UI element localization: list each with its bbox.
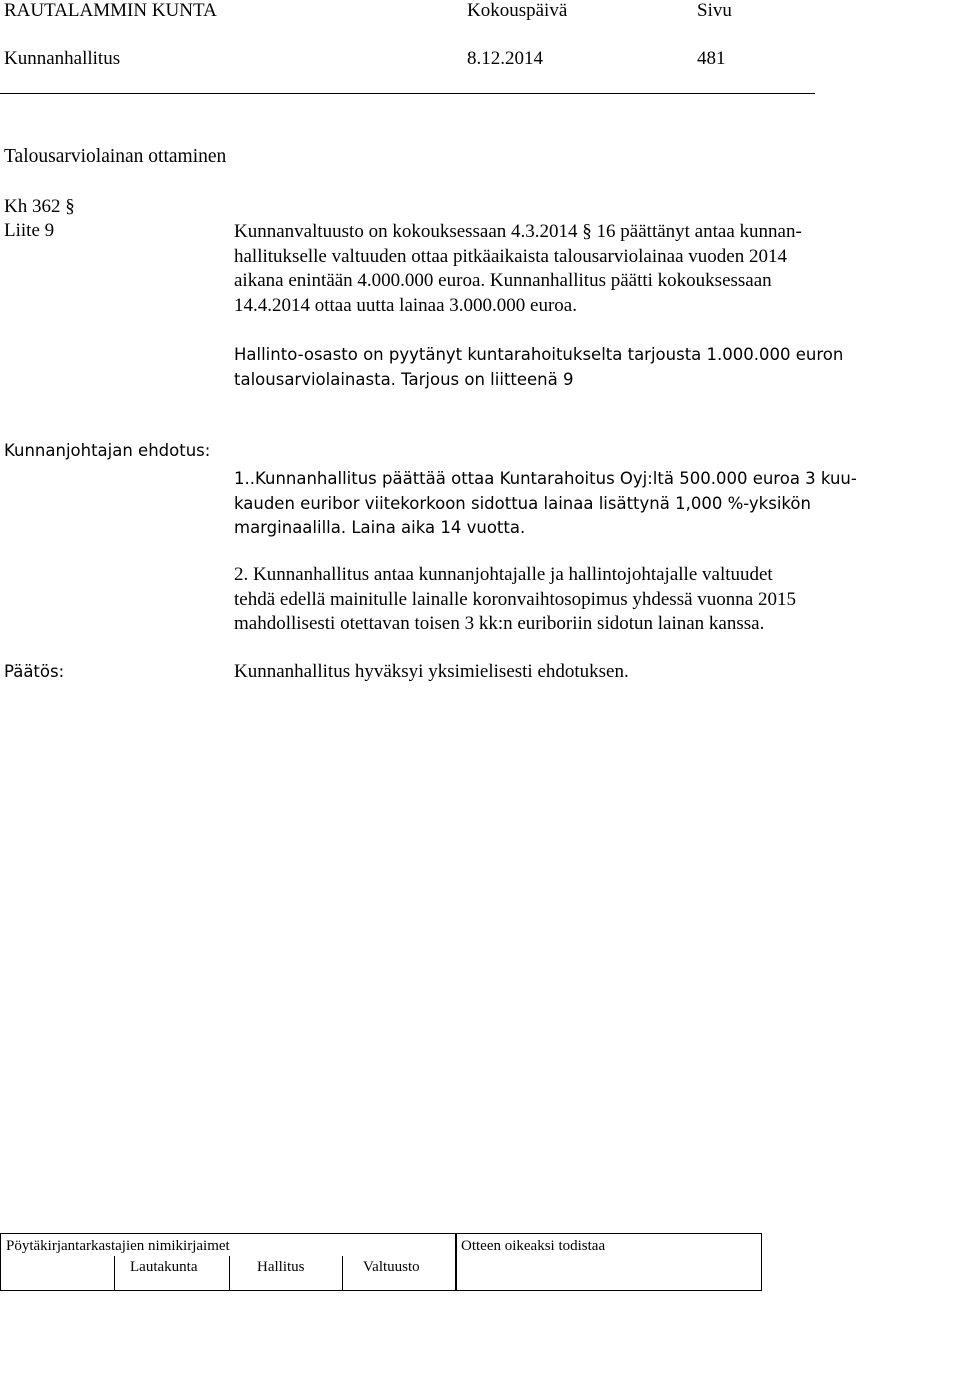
footer-column-board: Lautakunta bbox=[130, 1259, 198, 1275]
intro-line: 14.4.2014 ottaa uutta lainaa 3.000.000 euroa. bbox=[234, 294, 577, 316]
proposal-line: mahdollisesti otettavan toisen 3 kk:n euriboriin sidotun lainan kanssa. bbox=[234, 613, 765, 634]
proposal-line: 1..Kunnanhallitus päättää ottaa Kuntarahoitus Oyj:ltä 500.000 euroa 3 kuu- bbox=[234, 469, 857, 488]
footer-divider bbox=[229, 1256, 230, 1290]
meeting-date: 8.12.2014 bbox=[467, 48, 543, 69]
proposal-item-1 bbox=[234, 467, 954, 541]
offer-paragraph bbox=[234, 343, 954, 392]
header-divider bbox=[0, 93, 815, 94]
decision-label: Päätös: bbox=[4, 662, 65, 681]
intro-line: Kunnanvaltuusto on kokouksessaan 4.3.2014 § 16 päättänyt antaa kunnan- bbox=[234, 221, 802, 242]
page-number: 481 bbox=[697, 48, 726, 69]
body-name: Kunnanhallitus bbox=[4, 48, 121, 69]
municipality-name: RAUTALAMMIN KUNTA bbox=[4, 0, 217, 21]
date-label: Kokouspäivä bbox=[467, 0, 568, 21]
proposal-line: tehdä edellä mainitulle lainalle koronvaihtosopimus yhdessä vuonna 2015 bbox=[234, 588, 796, 610]
attachment-label: Liite 9 bbox=[4, 220, 55, 241]
signatures-label: Pöytäkirjantarkastajien nimikirjaimet bbox=[6, 1238, 230, 1254]
intro-paragraph bbox=[234, 220, 954, 318]
page-title: Talousarviolainan ottaminen bbox=[4, 146, 227, 167]
proposal-line: 2. Kunnanhallitus antaa kunnanjohtajalle ja hallintojohtajalle valtuudet bbox=[234, 564, 773, 585]
intro-line: aikana enintään 4.000.000 euroa. Kunnanhallitus päätti kokouksessaan bbox=[234, 270, 772, 291]
certification-label: Otteen oikeaksi todistaa bbox=[461, 1238, 606, 1254]
page-label: Sivu bbox=[697, 0, 732, 21]
proposal-line: marginaalilla. Laina aika 14 vuotta. bbox=[234, 518, 526, 537]
proposal-label: Kunnanjohtajan ehdotus: bbox=[4, 441, 211, 460]
footer-column-government: Hallitus bbox=[257, 1259, 305, 1275]
intro-line: hallitukselle valtuuden ottaa pitkäaikaista talousarviolainaa vuoden 2014 bbox=[234, 245, 787, 267]
footer-column-council: Valtuusto bbox=[363, 1259, 420, 1275]
offer-line: talousarviolainasta. Tarjous on liitteenä 9 bbox=[234, 369, 574, 389]
proposal-line: kauden euribor viitekorkoon sidottua lainaa lisättynä 1,000 %-yksikön bbox=[234, 493, 811, 513]
footer-divider bbox=[114, 1256, 115, 1290]
case-number: Kh 362 § bbox=[4, 196, 75, 217]
footer-divider bbox=[342, 1256, 343, 1290]
proposal-item-2 bbox=[234, 563, 954, 637]
offer-line: Hallinto-osasto on pyytänyt kuntarahoitukselta tarjousta 1.000.000 euron bbox=[234, 345, 844, 364]
decision-text: Kunnanhallitus hyväksyi yksimielisesti ehdotuksen. bbox=[234, 661, 629, 682]
